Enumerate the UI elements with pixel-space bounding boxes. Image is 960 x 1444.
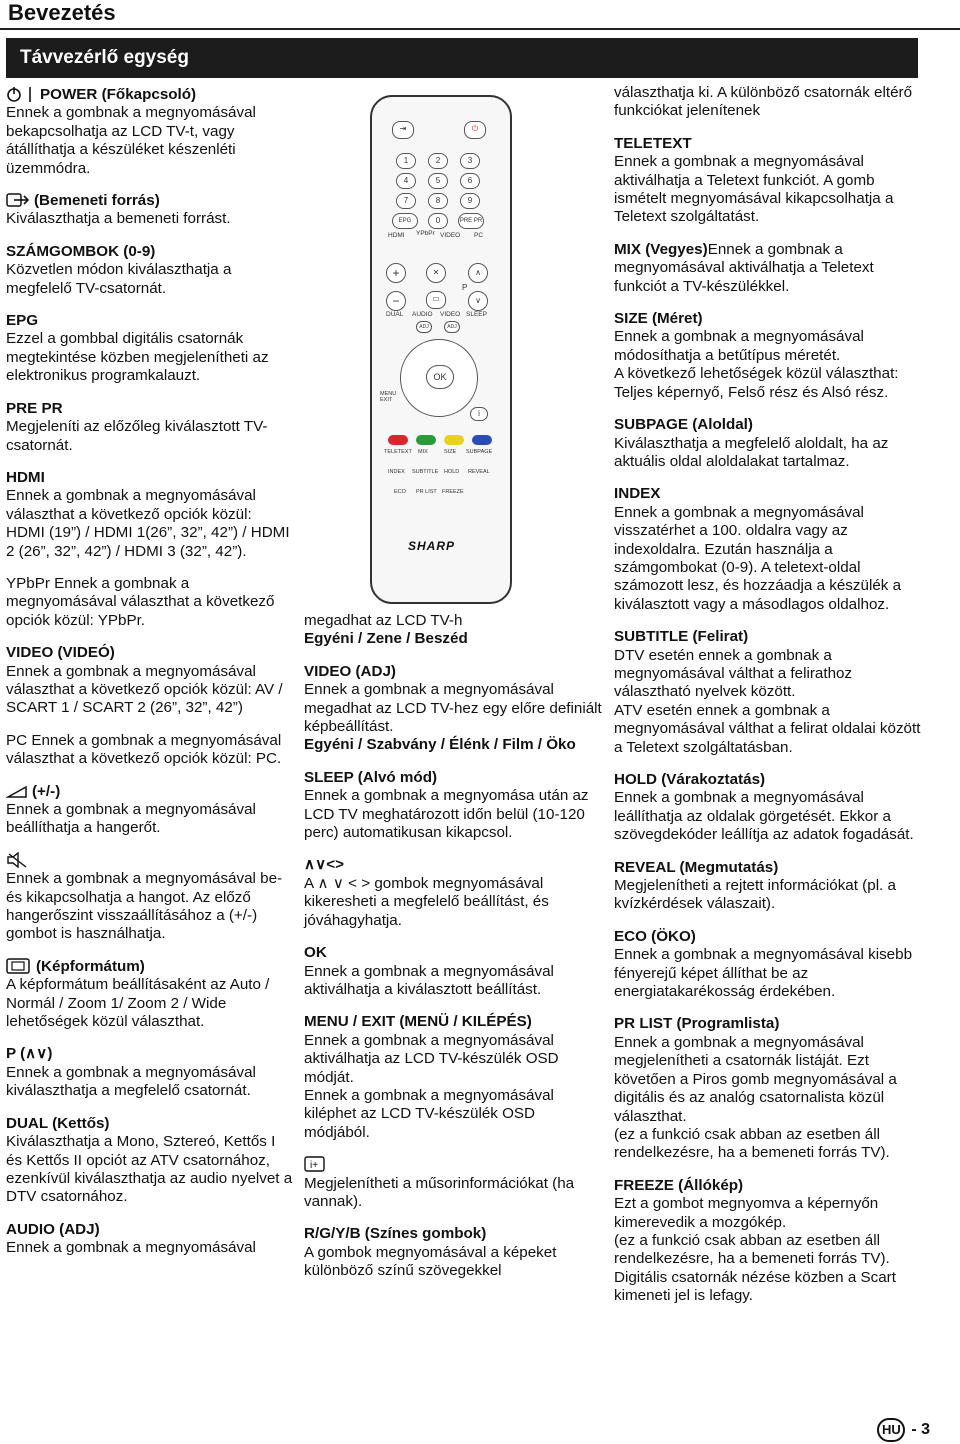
remote-key: 2	[428, 153, 448, 169]
epg-text: Ezzel a gombbal digitális csatornák megtekintése közben megjelenítheti az elektronikus programkalauzt.	[6, 330, 269, 385]
subtitle-text-2: ATV esetén ennek a gombnak a megnyomásával válthat a felirat oldalai között a Teletext szolgáltatásban.	[614, 701, 921, 756]
hold-title: HOLD (Várakoztatás)	[614, 771, 766, 788]
remote-adj: ADJ	[416, 321, 432, 333]
p-text: Ennek a gombnak a megnyomásával kiválaszthatja a megfelelő csatornát.	[6, 1063, 256, 1100]
hdmi-options: HDMI (19”) / HDMI 1(26”, 32”, 42”) / HDMI 2 (26”, 32”, 42”) / HDMI 3 (32”, 42”).	[6, 524, 290, 560]
middle-column	[304, 612, 602, 1295]
title-bar	[6, 38, 918, 78]
input-title: (Bemeneti forrás)	[34, 192, 160, 210]
remote-power-button: ⏻	[464, 121, 486, 139]
power-text: Ennek a gombnak a megnyomásával bekapcsolhatja az LCD TV-t, vagy átállíthatja a készüléket készenléti üzemmódra.	[6, 104, 256, 177]
index-title: INDEX	[614, 485, 661, 503]
remote-menu-label: MENU EXIT	[380, 391, 397, 403]
page-number	[877, 1418, 930, 1442]
remote-key: 9	[460, 193, 480, 209]
remote-key: PRE PR	[458, 213, 484, 229]
remote-key: EPG	[392, 213, 418, 229]
freeze-text: Ezt a gombot megnyomva a képernyőn kimerevedik a mozgókép.	[614, 1195, 879, 1231]
remote-input-button: ⇥	[392, 121, 414, 139]
reveal-title: REVEAL (Megmutatás)	[614, 858, 779, 876]
teletext-text: Ennek a gombnak a megnyomásával aktiválhatja a Teletext funkciót. A gomb ismételt megnyomásával kikapcsolhatja a Teletext szolgáltatást.	[614, 153, 894, 226]
prlist-text: Ennek a gombnak a megnyomásával megjelenítheti a csatornák listáját. Ezt követően a Piros gomb megnyomásával a digitális és az analóg csatornalista közül választhat.	[614, 1033, 897, 1125]
remote-yellow-button	[444, 435, 464, 445]
menu-text: Ennek a gombnak a megnyomásával aktiválhatja az LCD TV-készülék OSD módját.	[304, 1031, 559, 1086]
vol-text: Ennek a gombnak a megnyomásával beállíthatja a hangerőt.	[6, 801, 256, 837]
reveal-text: Megjelenítheti a rejtett információkat (pl. a kvízkérdések válaszait).	[614, 877, 896, 913]
remote-key: 8	[428, 193, 448, 209]
menu-text-2: Ennek a gombnak a megnyomásával kiléphet az LCD TV-készülék OSD módjából.	[304, 1086, 554, 1141]
remote-label: HOLD	[444, 469, 460, 475]
remote-label: SLEEP	[466, 311, 487, 318]
info-text: Megjelenítheti a műsorinformációkat (ha vannak).	[304, 1174, 575, 1210]
video-text: Ennek a gombnak a megnyomásával választhat a következő opciók közül: AV / SCART 1 / SCART 2 (26”, 32”, 42”)	[6, 662, 283, 717]
remote-label: VIDEO	[440, 311, 461, 318]
svg-text:i+: i+	[310, 1160, 319, 1172]
remote-key: 6	[460, 173, 480, 189]
wide-text: A képformátum beállításaként az Auto / Normál / Zoom 1/ Zoom 2 / Wide lehetőségek közül választhat.	[6, 976, 270, 1031]
remote-label: REVEAL	[468, 469, 490, 475]
remote-label: ECO	[394, 489, 406, 495]
remote-adj: ADJ	[444, 321, 460, 333]
audio-opts: Egyéni / Zene / Beszéd	[304, 630, 468, 648]
prepr-text: Megjeleníti az előzőleg kiválasztott TV-csatornát.	[6, 418, 268, 454]
eco-text: Ennek a gombnak a megnyomásával kisebb fényerejű képet állíthat be az energiatakarékosság érdekében.	[614, 946, 913, 1001]
videoadj-title: VIDEO (ADJ)	[304, 662, 396, 680]
remote-ok: OK	[426, 365, 454, 389]
remote-key: 3	[460, 153, 480, 169]
mix-text: Ennek a gombnak a megnyomásával aktiválhatja a Teletext funkciót a TV-készülékkel.	[614, 240, 874, 295]
epg-title: EPG	[6, 312, 39, 330]
subtitle-title: SUBTITLE (Felirat)	[614, 628, 749, 646]
remote-mute: ✕	[426, 263, 446, 283]
remote-p-up: ∧	[468, 263, 488, 283]
mute-icon	[6, 852, 28, 868]
volume-icon	[6, 785, 28, 799]
input-text: Kiválaszthatja a bemeneti forrást.	[6, 210, 231, 228]
left-column	[6, 86, 294, 1272]
hdmi-text: Ennek a gombnak a megnyomásával választhat a következő opciók közül:	[6, 487, 256, 523]
videoadj-text: Ennek a gombnak a megnyomásával megadhat az LCD TV-hez egy előre definiált képbeállítást.	[304, 681, 602, 736]
subpage-title: SUBPAGE (Aloldal)	[614, 416, 753, 434]
prlist-note: (ez a funkció csak abban az esetben áll rendelkezésre, ha a bemeneti forrás TV).	[614, 1125, 890, 1162]
rgyb-text: A gombok megnyomásával a képeket különböző színű szövegekkel	[304, 1243, 557, 1280]
p-title: P (∧∨)	[6, 1045, 53, 1063]
remote-key: 5	[428, 173, 448, 189]
remote-label: YPbPr	[416, 230, 435, 237]
remote-red-button	[388, 435, 408, 445]
wide-icon	[6, 958, 32, 974]
right-column	[614, 84, 924, 1320]
remote-brand-logo: SHARP	[408, 539, 456, 553]
mute-text: Ennek a gombnak a megnyomásával be- és kikapcsolhatja a hangot. Az előző hangerőszint visszaállításához a (+/-) gombot is használhatja.	[6, 870, 283, 943]
mix-title: MIX (Vegyes)	[614, 240, 708, 258]
remote-label: AUDIO	[412, 311, 433, 318]
remote-key: 1	[396, 153, 416, 169]
num-title: SZÁMGOMBOK (0-9)	[6, 242, 156, 260]
ok-text: Ennek a gombnak a megnyomásával aktiválhatja a kiválasztott beállítást.	[304, 962, 554, 998]
prepr-title: PRE PR	[6, 399, 63, 417]
remote-vol-up: +	[386, 263, 406, 283]
video-title: VIDEO (VIDEÓ)	[6, 644, 115, 662]
remote-key: 7	[396, 193, 416, 209]
remote-illustration	[370, 95, 512, 604]
remote-info: i	[470, 407, 488, 421]
remote-vol-down: −	[386, 291, 406, 311]
freeze-title: FREEZE (Állókép)	[614, 1176, 744, 1194]
remote-label: SUBTITLE	[412, 469, 439, 475]
audio-title: AUDIO (ADJ)	[6, 1220, 100, 1238]
power-icon	[6, 86, 36, 102]
page-num-text: - 3	[911, 1421, 930, 1438]
teletext-title: TELETEXT	[614, 134, 692, 152]
remote-label: FREEZE	[442, 489, 464, 495]
section-title: Bevezetés	[8, 0, 116, 25]
sleep-title: SLEEP (Alvó mód)	[304, 768, 438, 786]
wide-title: (Képformátum)	[36, 957, 145, 975]
ypbpr-text: YPbPr Ennek a gombnak a megnyomásával választhat a következő opciók közül: YPbPr.	[6, 574, 275, 629]
rgyb-cont: választhatja ki. A különböző csatornák eltérő funkciókat jelenítenek	[614, 84, 913, 120]
remote-label: VIDEO	[440, 232, 461, 239]
remote-green-button	[416, 435, 436, 445]
dual-text: Kiválaszthatja a Mono, Sztereó, Kettős I és Kettős II opciót az ATV csatornához, ezenkívül kiválaszthatja az audio nyelvet a DTV csatornához.	[6, 1133, 293, 1206]
freeze-note: (ez a funkció csak abban az esetben áll rendelkezésre, ha a bemeneti forrás TV). Digitális csatornák nézése közben a Scart kimeneti jel is lefagy.	[614, 1231, 896, 1305]
remote-label: PR LIST	[416, 489, 437, 495]
remote-blue-button	[472, 435, 492, 445]
remote-label: SUBPAGE	[466, 449, 493, 455]
remote-key: 0	[428, 213, 448, 229]
prlist-title: PR LIST (Programlista)	[614, 1015, 780, 1033]
power-title: POWER (Főkapcsoló)	[40, 86, 197, 103]
remote-p-down: ∨	[468, 291, 488, 311]
remote-wide: ▭	[426, 291, 446, 309]
language-badge: HU	[877, 1418, 905, 1442]
audio-text: Ennek a gombnak a megnyomásával	[6, 1239, 256, 1257]
remote-label: HDMI	[388, 232, 405, 239]
hdmi-title: HDMI	[6, 468, 45, 486]
audio-cont: megadhat az LCD TV-h	[304, 612, 463, 629]
info-icon	[304, 1156, 326, 1172]
remote-label: SIZE	[444, 449, 457, 455]
remote-label: DUAL	[386, 311, 404, 318]
remote-key: 4	[396, 173, 416, 189]
sleep-text: Ennek a gombnak a megnyomása után az LCD TV meghatározott időn belül (10-120 perc) automatikusan kikapcsol.	[304, 787, 589, 842]
remote-label: MIX	[418, 449, 428, 455]
rgyb-title: R/G/Y/B (Színes gombok)	[304, 1225, 487, 1243]
vol-title: (+/-)	[32, 782, 61, 800]
num-text: Közvetlen módon kiválaszthatja a megfelelő TV-csatornát.	[6, 261, 232, 297]
subpage-text: Kiválaszthatja a megfelelő aloldalt, ha az aktuális oldal aloldalakat tartalmaz.	[614, 434, 889, 470]
input-source-icon	[6, 192, 30, 208]
arrows-text: A ∧ ∨ < > gombok megnyomásával kikeresheti a megfelelő beállítást, és jóváhagyhatja.	[304, 874, 549, 929]
arrows-title: ∧∨<>	[304, 856, 344, 874]
size-text-2: A következő lehetőségek közül választhat: Teljes képernyő, Felső rész és Alsó rész.	[614, 365, 899, 401]
dual-title: DUAL (Kettős)	[6, 1114, 110, 1132]
ok-title: OK	[304, 944, 327, 962]
size-title: SIZE (Méret)	[614, 310, 703, 328]
menu-title: MENU / EXIT (MENÜ / KILÉPÉS)	[304, 1013, 532, 1031]
index-text: Ennek a gombnak a megnyomásával visszatérhet a 100. oldalra vagy az indexoldalra. Ezután használja a számgombokat (0-9). A teletext-oldal számozott lesz, és hozzáadja a készülék a kiválasztott vagy a másodlagos oldalhoz.	[614, 503, 902, 613]
hold-text: Ennek a gombnak a megnyomásával leállíthatja az oldalak görgetését. Ekkor a szövegdekóder leállítja az adatok fogadását.	[614, 789, 914, 844]
header-rule	[0, 28, 960, 30]
subtitle-text: DTV esetén ennek a gombnak a megnyomásával válthat a felirathoz választható nyelvek között.	[614, 646, 853, 701]
eco-title: ECO (ÖKO)	[614, 927, 696, 945]
remote-p-label: P	[462, 283, 468, 292]
remote-label: INDEX	[388, 469, 405, 475]
remote-label: PC	[474, 232, 484, 239]
size-text: Ennek a gombnak a megnyomásával módosíthatja a betűtípus méretét.	[614, 328, 864, 364]
bar-title: Távvezérlő egység	[20, 47, 189, 68]
videoadj-opts: Egyéni / Szabvány / Élénk / Film / Öko	[304, 736, 576, 754]
remote-label: TELETEXT	[384, 449, 412, 455]
pc-text: PC Ennek a gombnak a megnyomásával választhat a következő opciók közül: PC.	[6, 731, 282, 768]
